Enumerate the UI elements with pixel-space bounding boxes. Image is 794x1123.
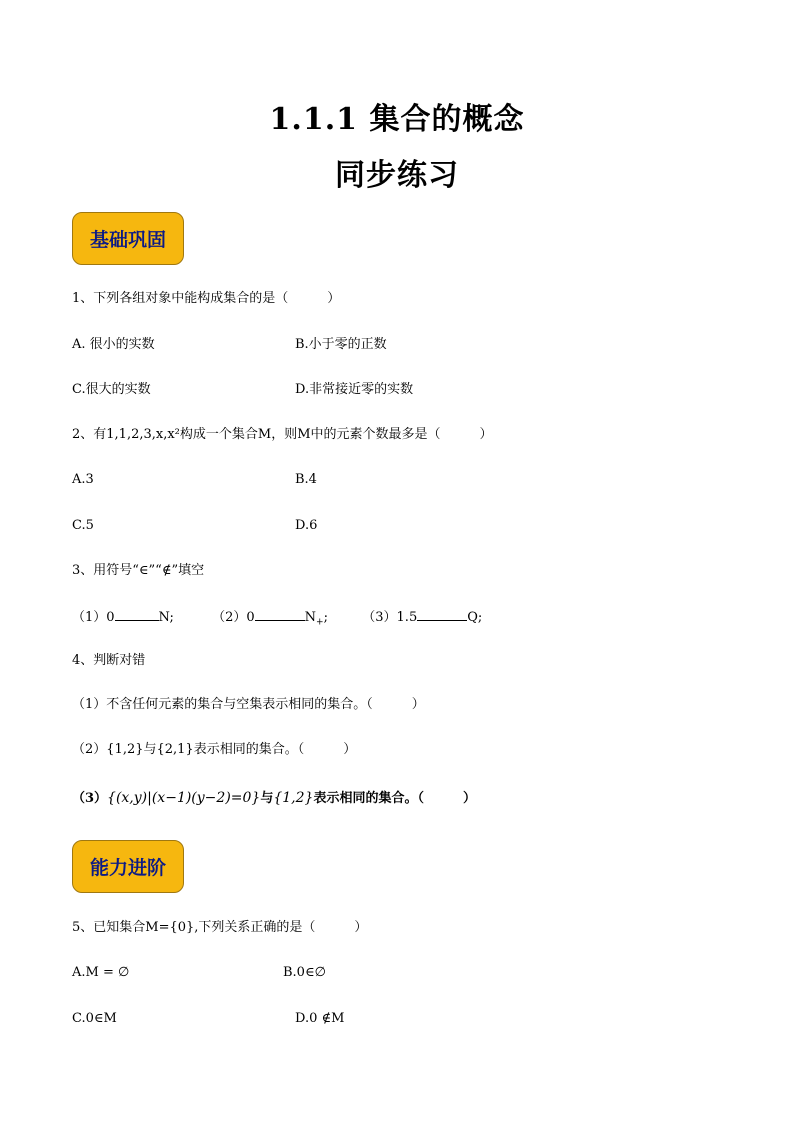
q4-s3-suffix: 表示相同的集合。（ ）	[313, 791, 476, 806]
q1-stem: 1、下列各组对象中能构成集合的是（ ）	[72, 291, 341, 306]
q1-option-d: D.非常接近零的实数	[295, 382, 414, 397]
section-badge-advanced: 能力进阶	[72, 840, 184, 893]
q5-option-c: C.0∈M	[72, 1011, 117, 1026]
q5-option-d: D.0 ∉M	[295, 1011, 345, 1026]
q3-part2-blank	[255, 608, 305, 621]
page-title: 1.1.1 集合的概念	[269, 102, 525, 137]
section-badge-basic: 基础巩固	[72, 212, 184, 265]
q3-fill-row	[72, 608, 482, 631]
q2-option-d: D.6	[295, 518, 318, 533]
q3-part3-prefix: （3）1.5	[362, 610, 418, 625]
q4-statement-3	[72, 790, 476, 807]
q2-option-b: B.4	[295, 472, 317, 487]
q5-option-b: B.0∈∅	[283, 965, 326, 980]
q3-part2-prefix: （2）0	[212, 610, 255, 625]
q4-s3-mid: 与	[260, 791, 274, 806]
q1-option-c: C.很大的实数	[72, 382, 151, 397]
q2-stem: 2、有1,1,2,3,x,x²构成一个集合M，则M中的元素个数最多是（ ）	[72, 427, 493, 442]
q1-option-b: B.小于零的正数	[295, 337, 387, 352]
q3-stem: 3、用符号“∈”“∉”填空	[72, 563, 205, 578]
q3-part1-suffix: N;	[158, 610, 174, 625]
q4-s3-prefix: （3）	[72, 791, 108, 806]
q5-option-a: A.M = ∅	[72, 965, 130, 980]
q3-part2-suffix: N	[304, 610, 317, 625]
q4-s3-math-set: {(x,y)|(x−1)(y−2)=0}	[107, 790, 261, 806]
q4-statement-2: （2）{1,2}与{2,1}表示相同的集合。（ ）	[72, 742, 357, 757]
q2-option-a: A.3	[72, 472, 94, 487]
q3-part3-blank	[417, 608, 467, 621]
q3-part2-subscript: +	[316, 617, 324, 628]
q1-option-a: A. 很小的实数	[72, 337, 155, 352]
q2-option-c: C.5	[72, 518, 94, 533]
q3-part1-blank	[115, 608, 159, 621]
q4-statement-1: （1）不含任何元素的集合与空集表示相同的集合。（ ）	[72, 697, 425, 712]
page-subtitle: 同步练习	[335, 158, 459, 193]
q4-s3-math-set2: {1,2}	[273, 790, 314, 806]
q4-stem: 4、判断对错	[72, 653, 146, 668]
q3-part3-suffix: Q;	[467, 610, 483, 625]
q3-part1-prefix: （1）0	[72, 610, 115, 625]
q5-stem: 5、已知集合M={0},下列关系正确的是（ ）	[72, 920, 368, 935]
q3-part2-end: ;	[323, 610, 328, 625]
